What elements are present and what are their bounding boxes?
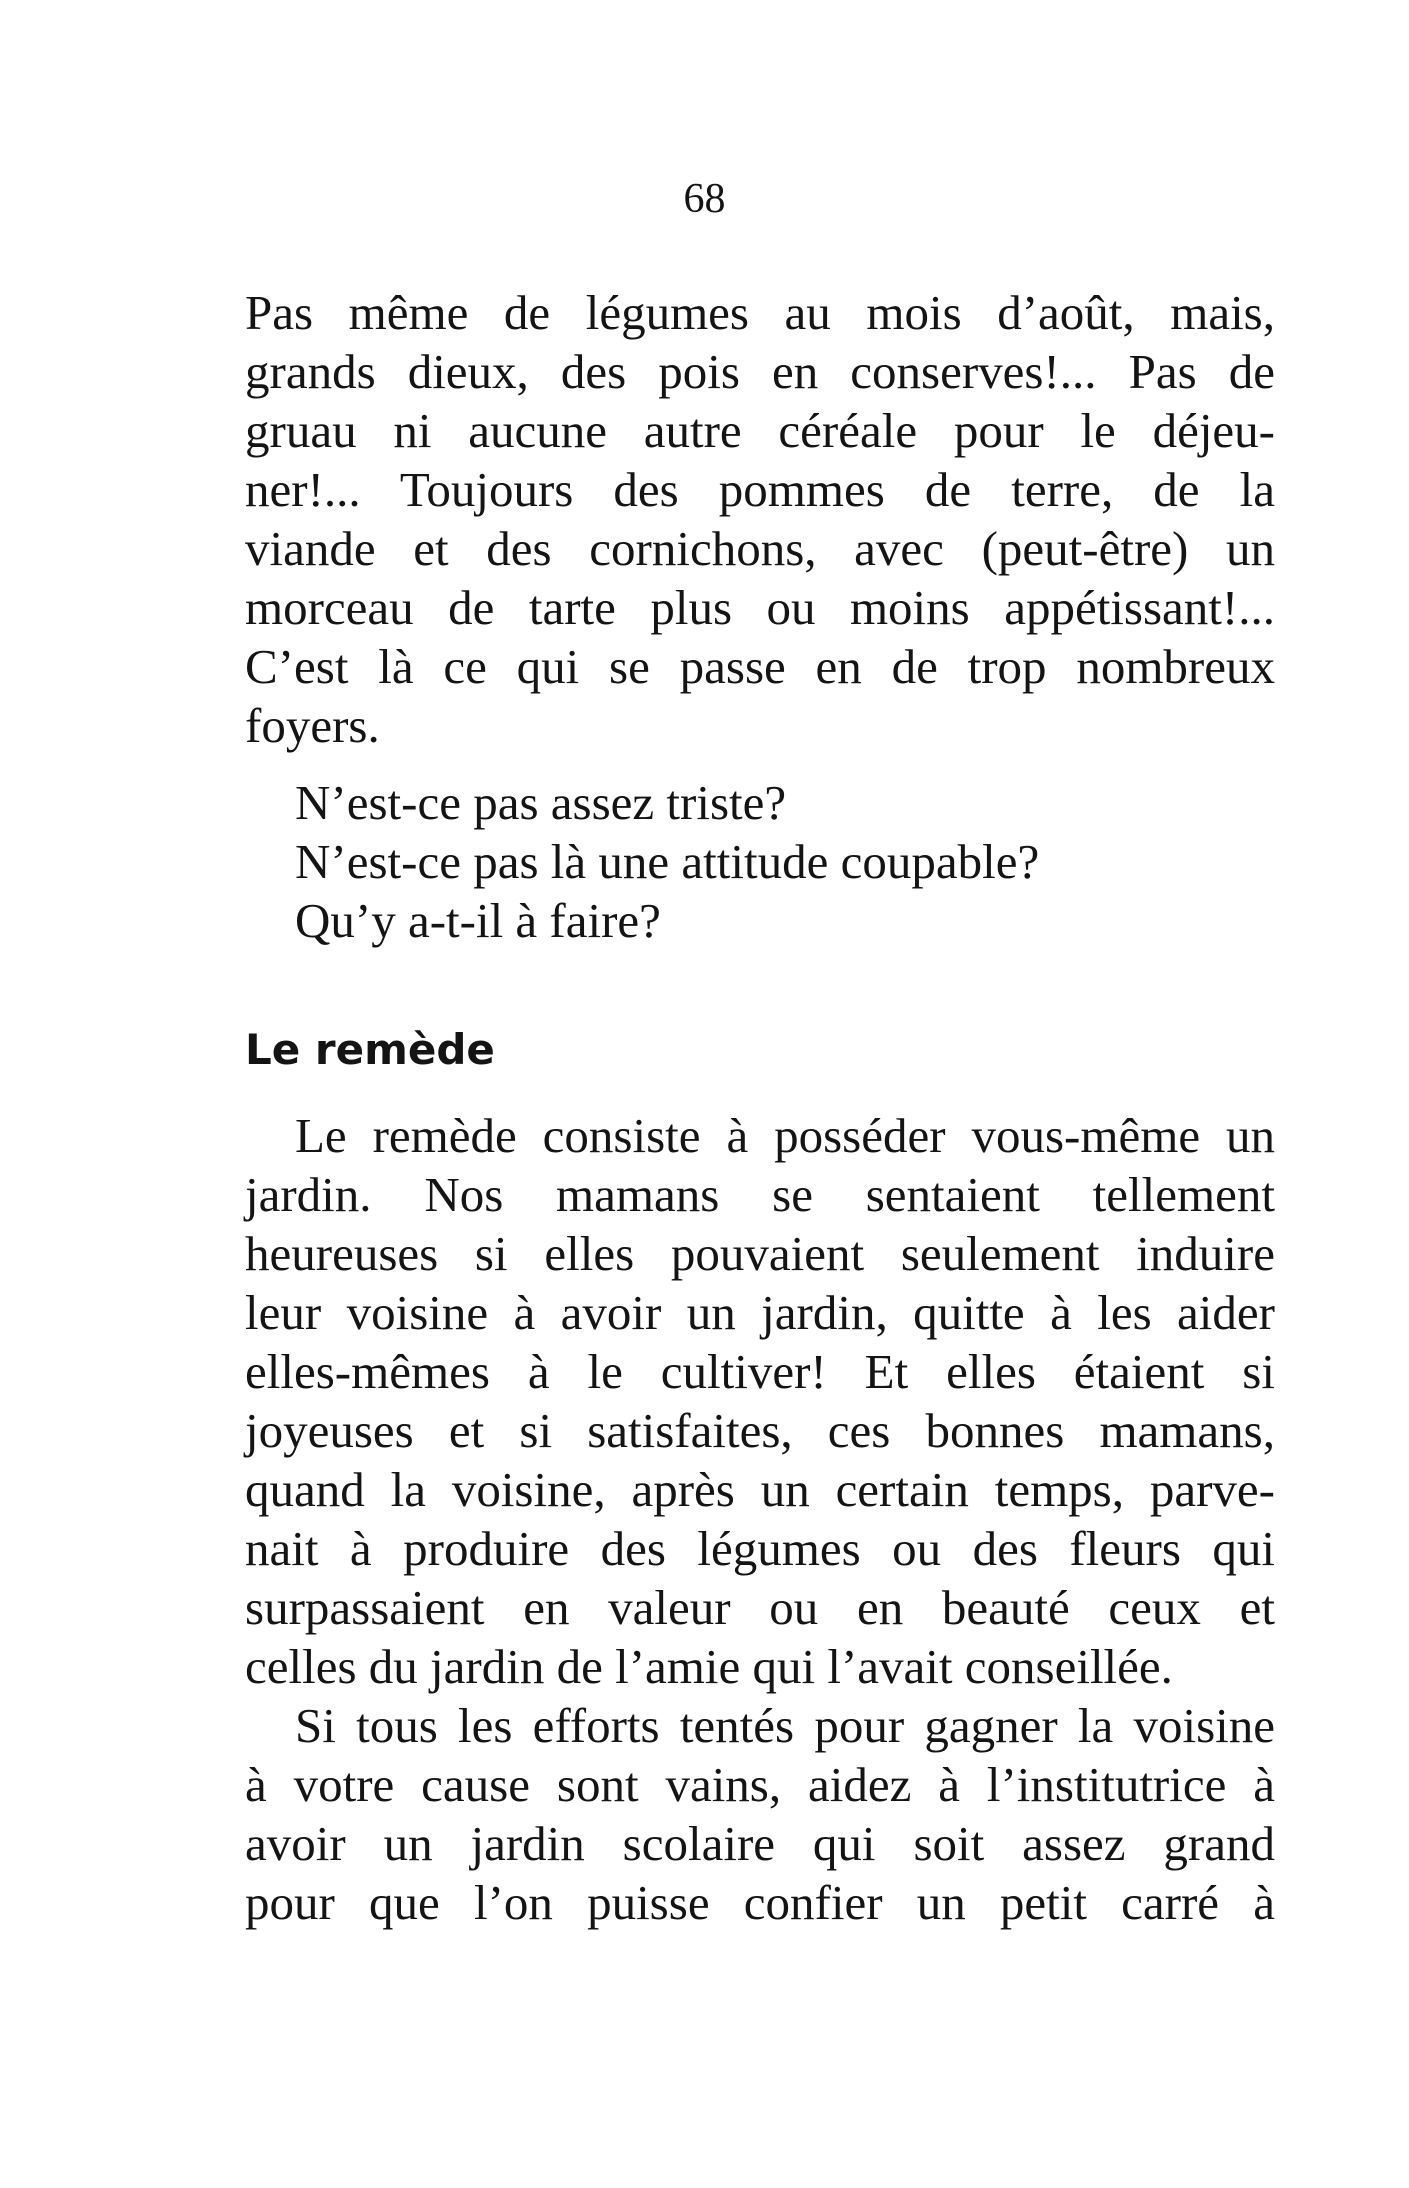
text-line: avoir un jardin scolaire qui soit assez grand xyxy=(245,1816,1275,1871)
text-line: celles du jardin de l’amie qui l’avait conseillée. xyxy=(245,1639,1173,1694)
text-line: gruau ni aucune autre céréale pour le déjeu- xyxy=(245,403,1275,458)
text-line: surpassaient en valeur ou en beauté ceux et xyxy=(245,1580,1275,1635)
text-line: à votre cause sont vains, aidez à l’institutrice à xyxy=(245,1757,1275,1812)
text-line: pour que l’on puisse confier un petit carré à xyxy=(245,1875,1275,1930)
text-line: grands dieux, des pois en conserves!... Pas de xyxy=(245,344,1275,399)
text-line: joyeuses et si satisfaites, ces bonnes mamans, xyxy=(245,1403,1275,1458)
text-line: heureuses si elles pouvaient seulement induire xyxy=(245,1226,1275,1281)
questions-list xyxy=(295,773,1039,950)
question-line: Qu’y a-t-il à faire? xyxy=(295,893,661,948)
paragraph-school-garden xyxy=(245,1696,1275,1932)
question-line: N’est-ce pas assez triste? xyxy=(295,775,787,830)
paragraph-remedy xyxy=(245,1106,1275,1696)
text-line: quand la voisine, après un certain temps, parve- xyxy=(245,1462,1275,1517)
section-heading: Le remède xyxy=(245,1025,495,1074)
text-line: nait à produire des légumes ou des fleurs qui xyxy=(245,1521,1275,1576)
text-line: Le remède consiste à posséder vous-même un xyxy=(295,1108,1275,1163)
page-number: 68 xyxy=(683,176,726,222)
text-line: leur voisine à avoir un jardin, quitte à les aider xyxy=(245,1285,1275,1340)
text-line: Si tous les efforts tentés pour gagner la voisine xyxy=(295,1698,1275,1753)
text-line: ner!... Toujours des pommes de terre, de la xyxy=(245,462,1275,517)
text-line: morceau de tarte plus ou moins appétissant!... xyxy=(245,580,1275,635)
text-line: jardin. Nos mamans se sentaient tellement xyxy=(245,1167,1275,1222)
question-line: N’est-ce pas là une attitude coupable? xyxy=(295,834,1040,889)
text-line: elles-mêmes à le cultiver! Et elles étaient si xyxy=(245,1344,1275,1399)
text-line: Pas même de légumes au mois d’août, mais, xyxy=(245,285,1275,340)
paragraph-intro xyxy=(245,283,1275,755)
text-line: foyers. xyxy=(245,698,380,753)
text-line: viande et des cornichons, avec (peut-être) un xyxy=(245,521,1275,576)
text-line: C’est là ce qui se passe en de trop nombreux xyxy=(245,639,1275,694)
